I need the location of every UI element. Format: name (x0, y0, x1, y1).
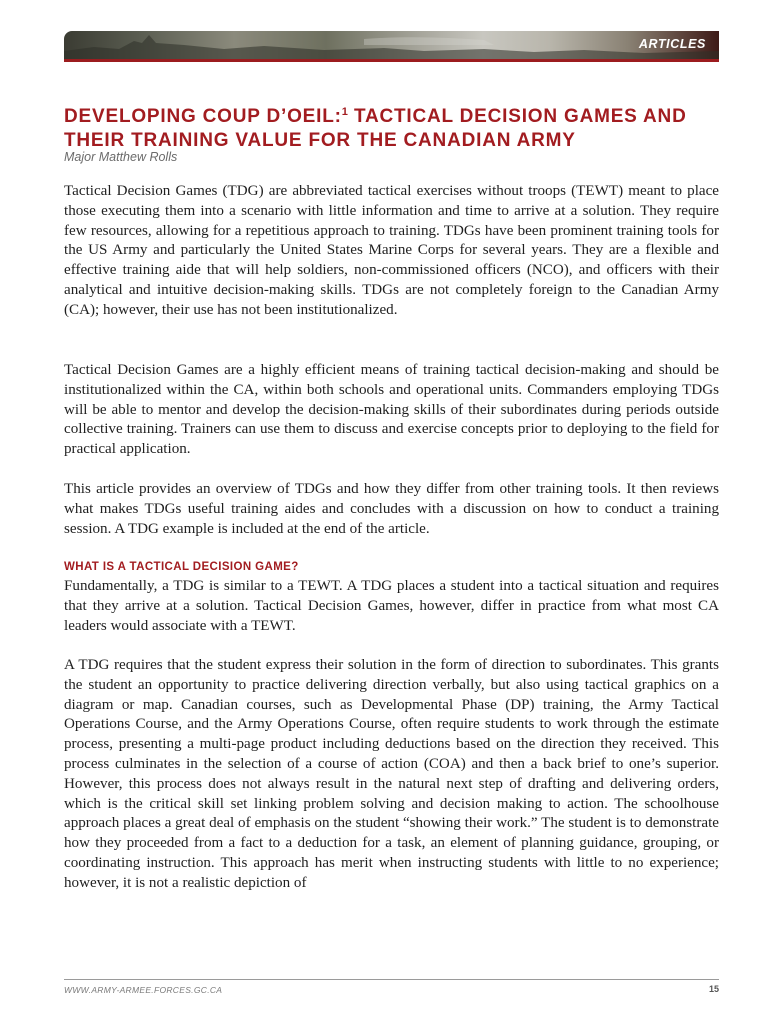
footer-rule (64, 979, 719, 980)
section-label: ARTICLES (638, 37, 706, 51)
body-paragraph: This article provides an overview of TDGs and how they differ from other training tools. It then reviews what makes TDGs useful training aides and concludes with a discussion on how to conduct a training session. A TDG example is included at the end of the article. (64, 481, 719, 537)
article-title: DEVELOPING COUP D’OEIL:$^1$ TACTICAL DECISION GAMES AND THEIR TRAINING VALUE FOR THE CANADIAN ARMY (64, 106, 687, 151)
section-heading: WHAT IS A TACTICAL DECISION GAME? (64, 561, 299, 573)
body-paragraph: Tactical Decision Games are a highly efficient means of training tactical decision-making and should be institutionalized within the CA, within both schools and operational units. Commanders employing TDGs will be able to mentor and develop the decision-making skills of their subordinates during periods outside collective training. Trainers can use them to discuss and exercise concepts prior to deploying to the field for practical application. (64, 362, 719, 458)
banner-terrain-graphic (64, 31, 719, 59)
body-paragraph: Fundamentally, a TDG is similar to a TEWT. A TDG places a student into a tactical situation and requires that they arrive at a solution. Tactical Decision Games, however, differ in practice from what most CA leaders would associate with a TEWT. (64, 578, 719, 634)
footer-url[interactable]: WWW.ARMY-ARMEE.FORCES.GC.CA (64, 985, 223, 995)
header-banner-image (64, 31, 719, 59)
page-number: 15 (708, 984, 719, 994)
body-paragraph: A TDG requires that the student express their solution in the form of direction to subordinates. This grants the student an opportunity to practice delivering direction verbally, but also using tactical graphics on a diagram or map. Canadian courses, such as Developmental Phase (DP) training, the Army Tactical Operations Course, and the Army Operations Course, often require students to work through the estimate process, presenting a multi-page product including deductions based on the direction they received. This process culminates in the selection of a course of action (COA) and then a back brief to one’s superior. However, this process does not always result in the natural next step of drafting and delivering orders, which is the critical skill set linking problem solving and decision making to action. The schoolhouse approach places a great deal of emphasis on the student “showing their work.” The student is to demonstrate how they proceeded from a fact to a deduction for a task, an element of planning guidance, grouping, or coordinating instruction. This approach has merit when instructing students with little to no experience; however, it is not a realistic depiction of (64, 657, 719, 891)
footnote-marker[interactable]: 1 (341, 106, 348, 118)
header-rule (64, 59, 719, 62)
body-paragraph: Tactical Decision Games (TDG) are abbreviated tactical exercises without troops (TEWT) meant to place those executing them into a scenario with little information and time to arrive at a solution. They require few resources, allowing for a repetitious approach to training. TDGs have been prominent training tools for the US Army and particularly the United States Marine Corps for several years. They are a flexible and effective training aide that will help soldiers, non-commissioned officers (NCO), and officers with their analytical and intuitive decision-making skills. TDGs are not completely foreign to the Canadian Army (CA); however, their use has not been institutionalized. (64, 183, 719, 318)
author-byline: Major Matthew Rolls (64, 150, 178, 164)
